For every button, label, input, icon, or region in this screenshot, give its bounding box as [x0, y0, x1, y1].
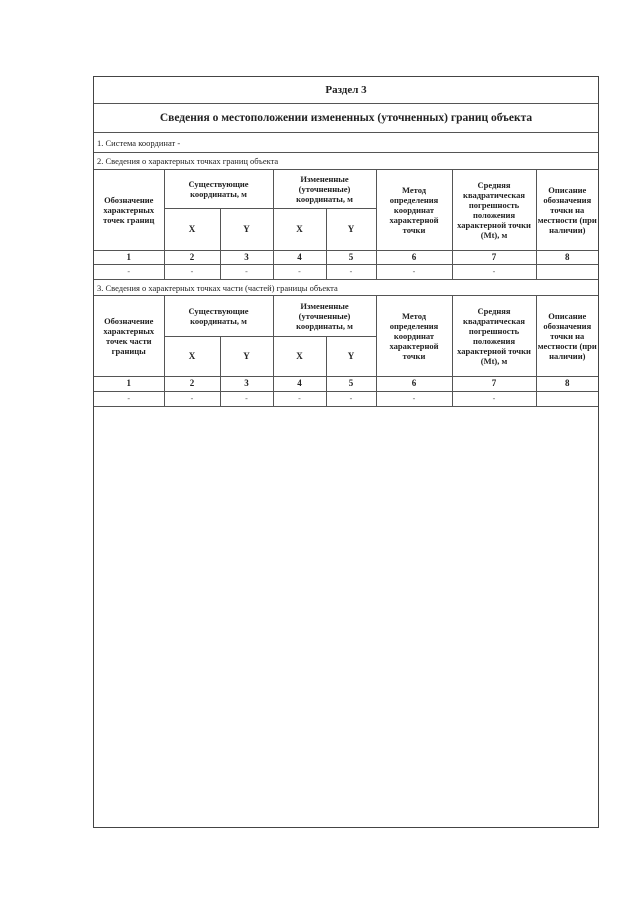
table-cell: -	[452, 391, 536, 406]
header-x-existing: X	[164, 336, 220, 376]
header-error: Средняя квадратическая погрешность положения характерной точки (Mt), м	[452, 296, 536, 376]
header-y-existing: Y	[220, 336, 273, 376]
column-number: 8	[536, 376, 598, 391]
column-number: 8	[536, 250, 598, 264]
table-cell: -	[94, 264, 164, 279]
header-designation: Обозначение характерных точек границ	[94, 170, 164, 250]
section2-heading: 2. Сведения о характерных точках границ объекта	[94, 153, 598, 170]
table-cell: -	[376, 391, 452, 406]
header-error: Средняя квадратическая погрешность положения характерной точки (Mt), м	[452, 170, 536, 250]
column-number: 4	[273, 250, 326, 264]
table-cell: -	[273, 264, 326, 279]
header-y-changed: Y	[326, 208, 376, 250]
table-cell: -	[164, 264, 220, 279]
column-number: 3	[220, 376, 273, 391]
header-existing-coords: Существующие координаты, м	[164, 170, 273, 208]
header-changed-coords: Измененные (уточненные) координаты, м	[273, 296, 376, 336]
table-cell	[536, 264, 598, 279]
column-number: 7	[452, 376, 536, 391]
characteristic-points-table	[94, 170, 598, 280]
main-title: Сведения о местоположении измененных (уточненных) границ объекта	[94, 104, 598, 133]
table-cell: -	[326, 264, 376, 279]
header-designation: Обозначение характерных точек части границы	[94, 296, 164, 376]
column-number: 2	[164, 376, 220, 391]
header-method: Метод определения координат характерной точки	[376, 296, 452, 376]
column-number: 6	[376, 376, 452, 391]
header-x-changed: X	[273, 336, 326, 376]
table-cell: -	[220, 391, 273, 406]
table-cell: -	[164, 391, 220, 406]
header-description: Описание обозначения точки на местности (при наличии)	[536, 296, 598, 376]
header-method: Метод определения координат характерной точки	[376, 170, 452, 250]
column-number: 3	[220, 250, 273, 264]
column-number: 2	[164, 250, 220, 264]
header-x-existing: X	[164, 208, 220, 250]
header-changed-coords: Измененные (уточненные) координаты, м	[273, 170, 376, 208]
header-x-changed: X	[273, 208, 326, 250]
table-cell: -	[94, 391, 164, 406]
column-number: 4	[273, 376, 326, 391]
section-title: Раздел 3	[94, 77, 598, 104]
table-cell: -	[376, 264, 452, 279]
table-cell	[536, 391, 598, 406]
column-number: 1	[94, 376, 164, 391]
table-cell: -	[220, 264, 273, 279]
header-y-existing: Y	[220, 208, 273, 250]
column-number: 7	[452, 250, 536, 264]
document-frame	[93, 76, 599, 828]
table-cell: -	[452, 264, 536, 279]
column-number: 5	[326, 250, 376, 264]
section3-heading: 3. Сведения о характерных точках части (частей) границы объекта	[94, 279, 598, 296]
header-description: Описание обозначения точки на местности (при наличии)	[536, 170, 598, 250]
header-y-changed: Y	[326, 336, 376, 376]
table-cell: -	[326, 391, 376, 406]
column-number: 6	[376, 250, 452, 264]
table-cell: -	[273, 391, 326, 406]
part-boundary-points-table	[94, 296, 598, 407]
coordinate-system: 1. Система координат -	[94, 133, 598, 153]
column-number: 1	[94, 250, 164, 264]
header-existing-coords: Существующие координаты, м	[164, 296, 273, 336]
column-number: 5	[326, 376, 376, 391]
